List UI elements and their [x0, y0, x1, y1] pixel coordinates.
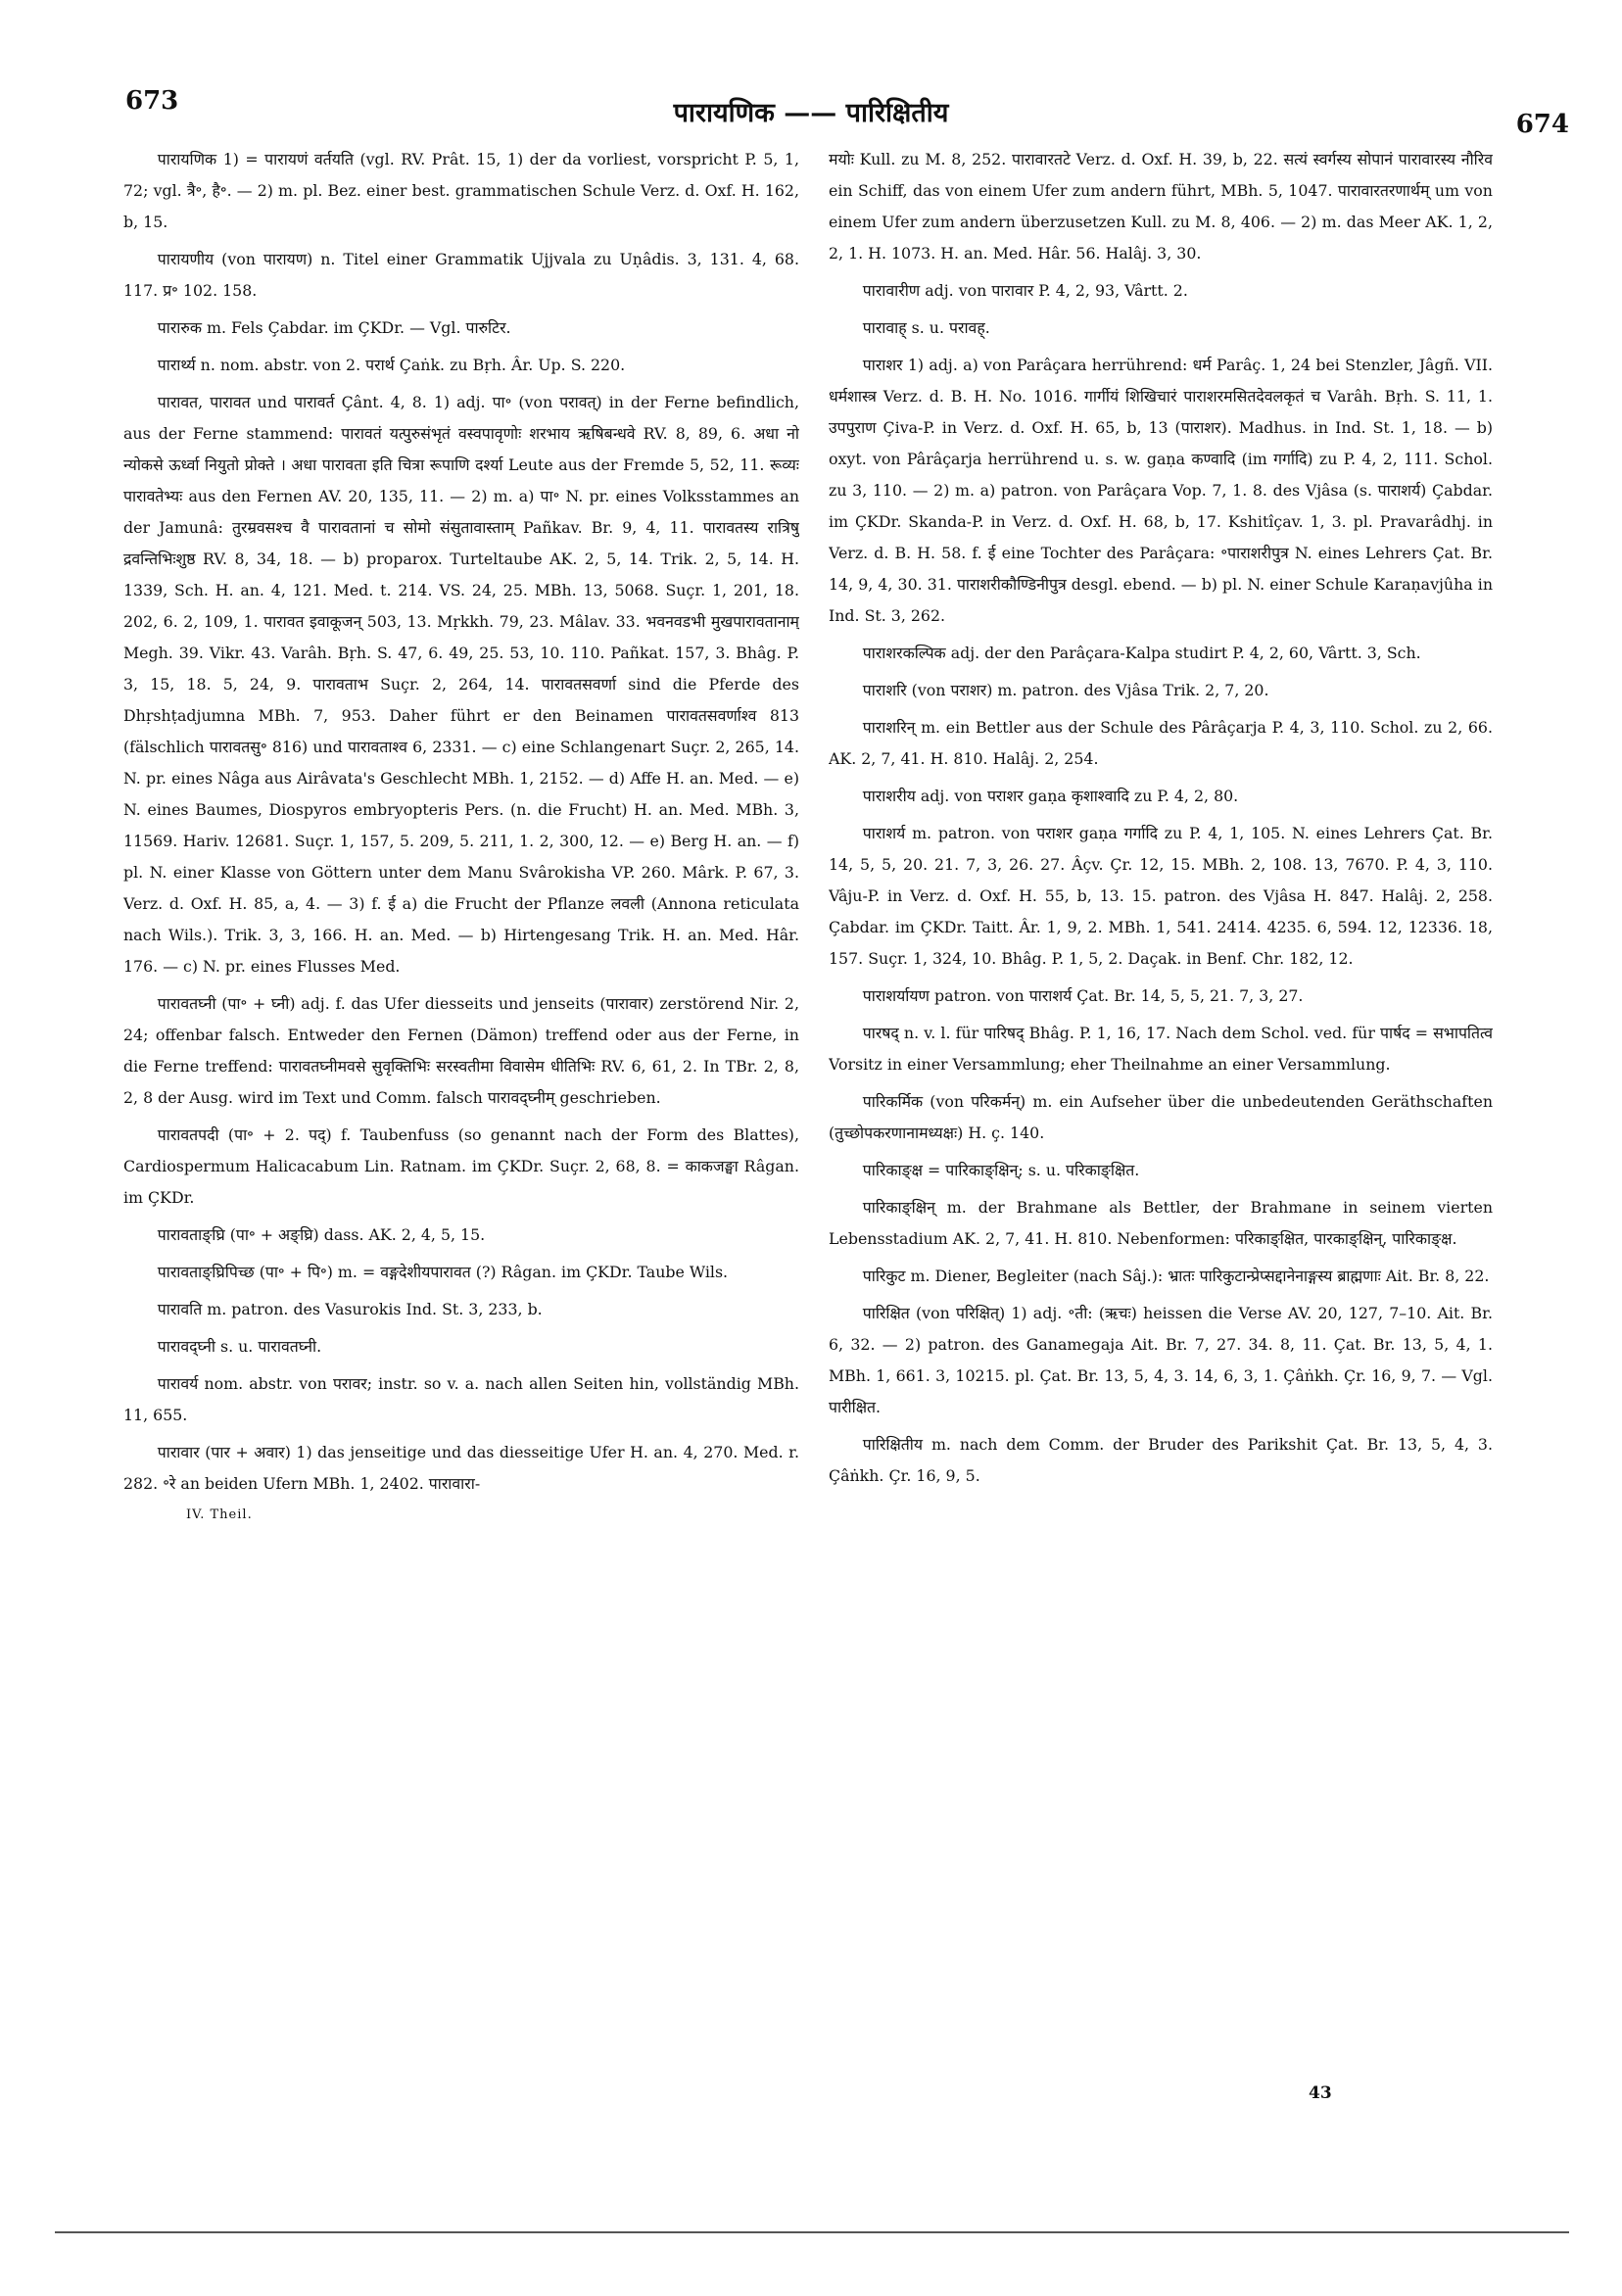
bottom-rule	[55, 2231, 1569, 2233]
entry-parasharyayana: पाराशर्यायण patron. von पाराशर्य Çat. Br. 14, 5, 5, 21. 7, 3, 27.	[862, 986, 1304, 1005]
right-page-number: 674	[1515, 110, 1569, 139]
entry-paravadghni: पारावद्घ्नी s. u. पारावतघ्नी.	[157, 1337, 322, 1356]
entry-paravata: पारावत, पारावत und पारावर्त Çânt. 4, 8. 1) adj. पा॰ (von परावत्) in der Ferne befindlich, aus der Ferne stammend: पारावतं यत्पुरुसंभृतं वस्वपावृणोः शरभाय ऋषिबन्धवे RV. 8, 89, 6. अधा नो न्योकसे ऊर्ध्वा नियुतो प्रोक्ते । अधा पारावता इति चित्रा रूपाणि दर्श्या Leute aus der Fremde 5, 52, 11. रूव्यः पारावतेभ्यः aus den Fernen AV. 20, 135, 11. — 2) m. a) पा॰ N. pr. eines Volksstammes an der Jamunâ: तुरम्रवसश्च वै पारावतानां च सोमो संसुतावास्ताम् Pañkav. Br. 9, 4, 11. पारावतस्य रात्रिषु द्रवन्तिभिःशुष्ठ RV. 8, 34, 18. — b) proparox. Turteltaube AK. 2, 5, 14. Trik. 2, 5, 14. H. 1339, Sch. H. an. 4, 121. Med. t. 214. VS. 24, 25. MBh. 13, 5068. Suçr. 1, 201, 18. 202, 6. 2, 109, 1. पारावत इवाकूजन् 503, 13. Mṛkkh. 79, 23. Mâlav. 33. भवनवडभी मुखपारावतानाम् Megh. 39. Vikr. 43. Varâh. Bṛh. S. 47, 6. 49, 25. 53, 10. 110. Pañkat. 157, 3. Bhâg. P. 3, 15, 18. 5, 24, 9. पारावताभ Suçr. 2, 264, 14. पारावतसवर्णा sind die Pferde des Dhṛshṭadjumna MBh. 7, 953. Daher führt er den Beinamen पारावतसवर्णाश्व 813 (fälschlich पारावतसु॰ 816) und पारावताश्व 6, 2331. — c) eine Schlangenart Suçr. 2, 265, 14. N. pr. eines Nâga aus Airâvata's Geschlecht MBh. 1, 2152. — d) Affe H. an. Med. — e) N. eines Baumes, Diospyros embryopteris Pers. (n. die Frucht) H. an. Med. MBh. 3, 11569. Hariv. 12681. Suçr. 1, 157, 5. 209, 5. 211, 1. 2, 300, 12. — e) Berg H. an. — f) pl. N. einer Klasse von Göttern unter dem Manu Svârokisha VP. 260. Mârk. P. 67, 3. Verz. d. Oxf. H. 85, a, 4. — 3) f. ई a) die Frucht der Pflanze लवली (Annona reticulata nach Wils.). Trik. 3, 3, 166. H. an. Med. — b) Hirtengesang Trik. H. an. Med. Hâr. 176. — c) N. pr. eines Flusses Med.	[123, 393, 799, 976]
entry-prarthya: पारार्थ्य n. nom. abstr. von 2. परार्थ Çaṅk. zu Bṛh. Âr. Up. S. 220.	[157, 356, 626, 374]
entry-paravara-continued: मयोः Kull. zu M. 8, 252. पारावारतटे Verz. d. Oxf. H. 39, b, 22. सत्यं स्वर्गस्य सोपानं पारावारस्य नौरिव ein Schiff, das von einem Ufer zum andern führt, MBh. 5, 1047. पारावारतरणार्थम् um von einem Ufer zum andern überzusetzen Kull. zu M. 8, 406. — 2) m. das Meer AK. 1, 2, 2, 1. H. 1073. H. an. Med. Hâr. 56. Halâj. 3, 30.	[829, 150, 1493, 263]
entry-parikankshin: पारिकाङ्क्षिन् m. der Brahmane als Bettler, der Brahmane in seinem vierten Lebensstadium AK. 2, 7, 41. H. 810. Nebenformen: परिकाङ्क्षित, पारकाङ्क्षिन्, पारिकाङ्क्ष.	[829, 1198, 1493, 1248]
entry-parasharin: पाराशरिन् m. ein Bettler aus der Schule des Pârâçarja P. 4, 3, 110. Schol. zu 2, 66. AK. 2, 7, 41. H. 810. Halâj. 2, 254.	[829, 718, 1493, 768]
entry-paravarina: पारावारीण adj. von पारावार P. 4, 2, 93, Vârtt. 2.	[862, 281, 1188, 300]
entry-parashariya: पाराशरीय adj. von पराशर gaṇa कृशाश्वादि zu P. 4, 2, 80.	[862, 787, 1239, 805]
entry-paravatanghripiccha: पारावताङ्घ्रिपिच्छ (पा॰ + पि॰) m. = वङ्गदेशीयपारावत (?) Râgan. im ÇKDr. Taube Wils.	[157, 1263, 729, 1281]
volume-note: IV. Theil.	[186, 1507, 253, 1522]
entry-parikshita: पारिक्षित (von परिक्षित्) 1) adj. ॰ती: (ऋचः) heissen die Verse AV. 20, 127, 7–10. Ait. Br. 6, 32. — 2) patron. des Ganamegaja Ait. Br. 7, 27. 34. 8, 11. Çat. Br. 13, 5, 4, 1. MBh. 1, 661. 3, 10215. pl. Çat. Br. 13, 5, 4, 3. 14, 6, 3, 1. Çâṅkh. Çr. 16, 9, 7. — Vgl. पारीक्षित.	[829, 1304, 1493, 1416]
left-column	[123, 144, 799, 2077]
entry-parikshitiya: पारिक्षितीय m. nach dem Comm. der Bruder des Parikshit Çat. Br. 13, 5, 4, 3. Çâṅkh. Çr. 16, 9, 5.	[829, 1435, 1493, 1485]
entry-paravatanghri: पारावताङ्घ्रि (पा॰ + अङ्घ्रि) dass. AK. 2, 4, 5, 15.	[157, 1225, 486, 1244]
entry-pararuka: पारारुक m. Fels Çabdar. im ÇKDr. — Vgl. पारुटिर.	[157, 318, 511, 337]
entry-paravatapadi: पारावतपदी (पा॰ + 2. पद्) f. Taubenfuss (so genannt nach der Form des Blattes), Cardiospermum Halicacabum Lin. Ratnam. im ÇKDr. Suçr. 2, 68, 8. = काकजङ्घा Râgan. im ÇKDr.	[123, 1125, 799, 1207]
entry-parasharakalpika: पाराशरकल्पिक adj. der den Parâçara-Kalpa studirt P. 4, 2, 60, Vârtt. 3, Sch.	[862, 644, 1421, 662]
entry-parayaniya: पारायणीय (von पारायण) n. Titel einer Grammatik Ujjvala zu Uṇâdis. 3, 131. 4, 68. 117. प्र॰ 102. 158.	[123, 250, 799, 300]
entry-paravara: पारावार (पार + अवार) 1) das jenseitige und das diesseitige Ufer H. an. 4, 270. Med. r. 282. ॰रे an beiden Ufern MBh. 1, 2402. पारावारा-	[123, 1443, 799, 1493]
entry-paravarya: पारावर्य nom. abstr. von परावर; instr. so v. a. nach allen Seiten hin, vollständig MBh. 11, 655.	[123, 1374, 799, 1424]
entry-paravataghni: पारावतघ्नी (पा॰ + घ्नी) adj. f. das Ufer diesseits und jenseits (पारावार) zerstörend Nir. 2, 24; offenbar falsch. Entweder den Fernen (Dämon) treffend oder aus der Ferne, in die Ferne treffend: पारावतघ्नीमवसे सुवृक्तिभिः सरस्वतीमा विवासेम धीतिभिः RV. 6, 61, 2. In TBr. 2, 8, 2, 8 der Ausg. wird im Text und Comm. falsch पारावद्घ्नीम् geschrieben.	[123, 994, 799, 1107]
entry-parashara: पाराशर 1) adj. a) von Parâçara herrührend: धर्म Parâç. 1, 24 bei Stenzler, Jâgñ. VII. धर्मशास्त्र Verz. d. B. H. No. 1016. गार्गीयं शिखिचारं पाराशरमसितदेवलकृतं च Varâh. Bṛh. S. 11, 1. उपपुराण Çiva-P. in Verz. d. Oxf. H. 65, b, 13 (पाराशर). Madhus. in Ind. St. 1, 18. — b) oxyt. von Pârâçarja herrührend u. s. w. gaṇa कण्वादि (im गर्गादि) zu P. 4, 2, 111. Schol. zu 3, 110. — 2) m. a) patron. von Parâçara Vop. 7, 1. 8. des Vjâsa (s. पाराशर्य) Çabdar. im ÇKDr. Skanda-P. in Verz. d. Oxf. H. 68, b, 17. Kshitîçav. 1, 3. pl. Pravarâdhj. in Verz. d. B. H. 58. f. ई eine Tochter des Parâçara: ॰पाराशरीपुत्र N. eines Lehrers Çat. Br. 14, 9, 4, 30. 31. पाराशरीकौण्डिनीपुत्र desgl. ebend. — b) pl. N. einer Schule Karaṇavjûha in Ind. St. 3, 262.	[829, 356, 1493, 625]
left-page-number: 673	[125, 86, 179, 116]
entry-parasharya: पाराशर्य m. patron. von पराशर gaṇa गर्गादि zu P. 4, 1, 105. N. eines Lehrers Çat. Br. 14, 5, 5, 20. 21. 7, 3, 26. 27. Âçv. Çr. 12, 15. MBh. 2, 108. 13, 7670. P. 4, 3, 110. Vâju-P. in Verz. d. Oxf. H. 55, b, 13. 15. patron. des Vjâsa H. 847. Halâj. 2, 258. Çabdar. im ÇKDr. Taitt. Âr. 1, 9, 2. MBh. 1, 541. 2414. 4235. 6, 594. 12, 12336. 18, 157. Suçr. 1, 324, 10. Bhâg. P. 1, 5, 2. Daçak. in Benf. Chr. 182, 12.	[829, 824, 1493, 968]
entry-parayanika: पारायणिक 1) = पारायणं वर्तयति (vgl. RV. Prât. 15, 1) der da vorliest, vorspricht P. 5, 1, 72; vgl. त्रै॰, है॰. — 2) m. pl. Bez. einer best. grammatischen Schule Verz. d. Oxf. H. 162, b, 15.	[123, 150, 799, 231]
entry-parashad: पारषद् n. v. l. für पारिषद् Bhâg. P. 1, 16, 17. Nach dem Schol. ved. für पार्षद = सभापतित्व Vorsitz in einer Versammlung; eher Theilnahme an einer Versammlung.	[829, 1024, 1493, 1074]
running-title: पारायणिक —— पारिक्षितीय	[673, 98, 949, 128]
entry-paravati: पारावति m. patron. des Vasurokis Ind. St. 3, 233, b.	[157, 1300, 543, 1318]
entry-parikuta: पारिकुट m. Diener, Begleiter (nach Sâj.): भ्रातः पारिकुटान्प्रेप्सद्दानेनाङ्गस्य ब्राह्मणाः Ait. Br. 8, 22.	[862, 1267, 1490, 1285]
entry-parikarmika: पारिकर्मिक (von परिकर्मन्) m. ein Aufseher über die unbedeutenden Geräthschaften (तुच्छोपकरणानामध्यक्षः) H. ç. 140.	[829, 1092, 1493, 1142]
entry-parikanksha: पारिकाङ्क्ष = पारिकाङ्क्षिन्; s. u. परिकाङ्क्षित.	[862, 1161, 1140, 1179]
entry-parashari: पाराशरि (von पराशर) m. patron. des Vjâsa Trik. 2, 7, 20.	[862, 681, 1269, 699]
entry-paravah: पारावाह् s. u. परावह्.	[862, 318, 990, 337]
signature-number: 43	[1309, 2083, 1332, 2103]
right-column	[829, 144, 1493, 2077]
